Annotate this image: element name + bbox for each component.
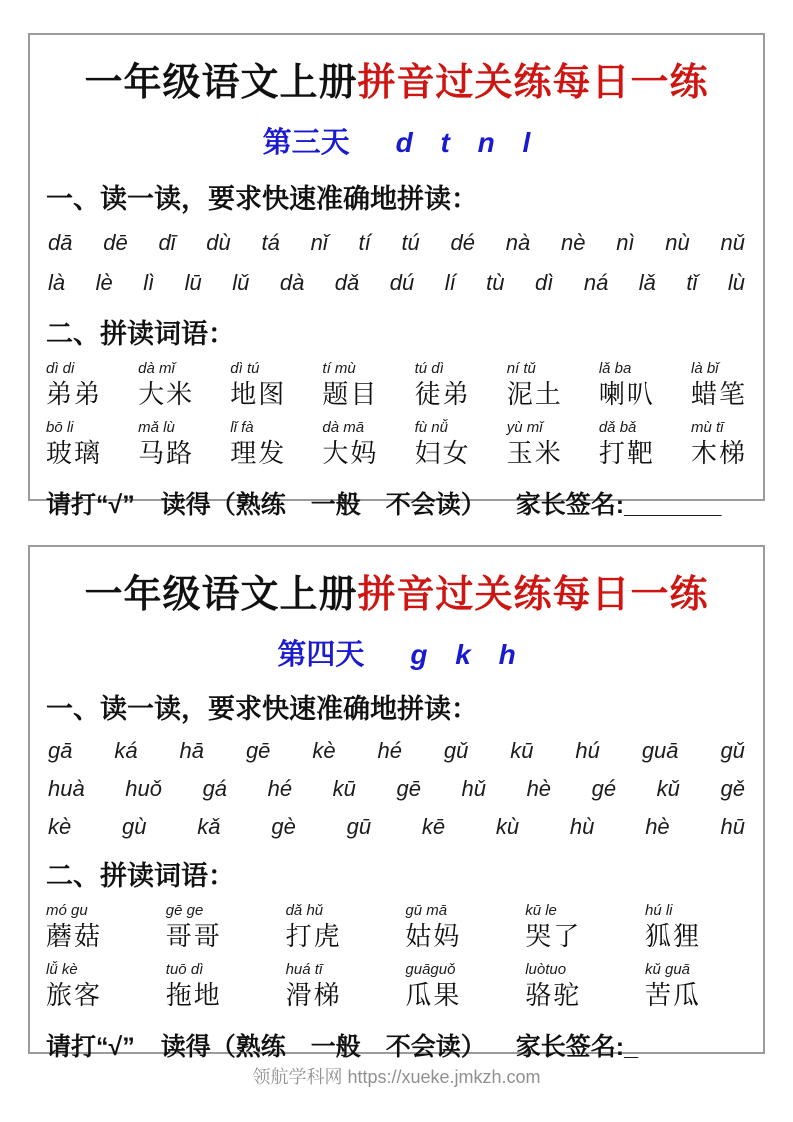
pinyin-syllable: dú [389,270,415,295]
pinyin-syllable: hú [575,738,600,763]
word-hanzi: 大妈 [322,437,379,468]
word-pinyin: dǎ bǎ [598,419,637,436]
pinyin-syllable: nù [665,230,690,255]
word-pinyin: mǎ lù [138,419,175,436]
word-pinyin: dì tú [230,360,260,377]
pinyin-syllable: tù [486,270,505,295]
word-item [46,903,102,952]
title-red-part: 拼音过关练每日一练 [357,62,709,104]
pinyin-syllable: dù [206,230,231,255]
pinyin-syllable: lù [727,270,745,295]
word-hanzi: 喇叭 [598,378,655,409]
pinyin-row [46,776,747,802]
pinyin-syllable: hé [267,776,293,801]
pinyin-syllable: là [48,270,66,295]
pinyin-syllable: kè [48,814,72,839]
word-item [525,962,581,1011]
day-letters: g k h [410,639,516,670]
word-item [645,903,701,952]
pinyin-syllable: hé [377,738,402,763]
pinyin-syllable: tǐ [686,270,698,295]
word-hanzi: 妇女 [414,437,471,468]
word-pinyin: luòtuo [525,961,567,978]
word-pinyin: guāguǒ [405,961,456,978]
footer-signature-label: 家长签名: [515,491,625,519]
pinyin-syllable: dē [103,230,128,255]
day-label: 第四天 [277,639,365,671]
word-item [166,903,222,952]
word-item [415,420,471,469]
pinyin-row [46,230,747,256]
pinyin-syllable: hè [645,814,670,839]
word-row [46,420,747,469]
word-pinyin: dì di [46,360,75,377]
word-item [507,420,563,469]
word-pinyin: tí mù [322,360,356,377]
pinyin-syllable: gē [245,738,271,763]
word-hanzi: 苦瓜 [644,979,701,1010]
word-pinyin: dà mǐ [138,360,175,377]
pinyin-syllable: gā [48,738,73,763]
word-pinyin: tuō dì [165,961,204,978]
word-rows [46,361,747,469]
footer-rating-options: 读得（熟练 一般 不会读） [160,1033,486,1061]
word-hanzi: 蜡笔 [690,378,747,409]
word-item [46,962,102,1011]
word-rows [46,903,747,1011]
word-hanzi: 打靶 [598,437,655,468]
footer-check-instruction: 请打“√” [46,491,135,519]
word-hanzi: 瓜果 [405,979,462,1010]
pinyin-row [46,270,747,296]
card-title [46,563,747,618]
word-pinyin: huá tī [285,961,323,978]
signature-line: _ [624,1033,638,1061]
word-item [645,962,701,1011]
pinyin-syllable: gǔ [720,738,745,763]
word-item [691,361,747,410]
pinyin-syllable: gě [720,776,745,801]
section2-heading: 二、拼读词语： [46,319,235,349]
word-pinyin: yù mǐ [506,419,543,436]
word-pinyin: mù tī [690,419,724,436]
word-item [525,903,581,952]
word-item [691,420,747,469]
pinyin-syllable: nè [560,230,586,255]
pinyin-row [46,738,747,764]
pinyin-syllable: gá [202,776,228,801]
pinyin-syllable: lū [184,270,202,295]
pinyin-syllable: gù [122,814,147,839]
footer-check-instruction: 请打“√” [46,1033,135,1061]
footer-rating-options: 读得（熟练 一般 不会读） [160,491,486,519]
word-hanzi: 哥哥 [165,920,222,951]
card-footer [46,1027,747,1063]
word-item [286,962,342,1011]
word-hanzi: 题目 [322,378,379,409]
word-pinyin: tú dì [414,360,444,377]
word-item [405,903,461,952]
site-watermark: 领航学科网 https://xueke.jmkzh.com [252,1067,541,1087]
pinyin-syllable: kǔ [656,776,680,801]
pinyin-rows [46,738,747,840]
pinyin-syllable: huà [48,776,85,801]
pinyin-syllable: lǎ [638,270,656,295]
pinyin-syllable: kè [312,738,336,763]
word-hanzi: 滑梯 [285,979,342,1010]
pinyin-syllable: lì [143,270,155,295]
word-pinyin: mó gu [46,902,88,919]
pinyin-syllable: tí [358,230,371,255]
pinyin-syllable: tá [261,230,280,255]
word-item [230,361,286,410]
pinyin-row [46,814,747,840]
day-label: 第三天 [262,127,350,159]
word-hanzi: 打虎 [285,920,342,951]
word-item [230,420,286,469]
word-item [166,962,222,1011]
pinyin-syllable: lǔ [232,270,250,295]
word-row [46,962,747,1011]
word-pinyin: là bǐ [690,360,719,377]
word-hanzi: 徒弟 [414,378,471,409]
pinyin-syllable: dā [48,230,73,255]
pinyin-syllable: gè [271,814,296,839]
word-pinyin: fù nǚ [414,419,448,436]
pinyin-syllable: nà [505,230,531,255]
word-row [46,903,747,952]
pinyin-syllable: dé [450,230,476,255]
title-black-part: 一年级语文上册 [84,62,358,104]
word-hanzi: 哭了 [525,920,582,951]
word-item [46,361,102,410]
worksheet-card-day3 [28,33,765,519]
word-pinyin: gē ge [165,902,204,919]
pinyin-syllable: ká [114,738,138,763]
word-item [138,420,194,469]
title-red-part: 拼音过关练每日一练 [357,574,709,616]
card-footer [46,485,747,521]
pinyin-syllable: dǎ [334,270,360,295]
pinyin-syllable: kǎ [197,814,221,839]
section1-heading: 一、读一读，要求快速准确地拼读： [46,694,478,724]
word-pinyin: ní tǔ [506,360,536,377]
pinyin-syllable: ná [583,270,609,295]
pinyin-syllable: gǔ [443,738,469,763]
word-hanzi: 玻璃 [46,437,103,468]
day-letters: d t n l [395,127,531,158]
pinyin-syllable: hā [179,738,205,763]
pinyin-syllable: gé [591,776,617,801]
word-hanzi: 蘑菇 [46,920,103,951]
word-hanzi: 木梯 [690,437,747,468]
pinyin-syllable: nǐ [310,230,328,255]
title-black-part: 一年级语文上册 [84,574,358,616]
pinyin-syllable: gū [346,814,372,839]
word-pinyin: lǚ kè [46,961,78,978]
word-item [599,420,655,469]
pinyin-syllable: kū [332,776,356,801]
pinyin-syllable: kū [510,738,534,763]
word-pinyin: lǎ ba [598,360,632,377]
card-subtitle [46,632,747,673]
pinyin-syllable: hù [569,814,595,839]
word-item [322,361,378,410]
word-pinyin: bō li [46,419,74,436]
pinyin-syllable: hū [720,814,745,839]
card-subtitle [46,120,747,161]
word-item [286,903,342,952]
pinyin-syllable: lè [95,270,113,295]
word-pinyin: dà mā [322,419,365,436]
pinyin-syllable: gē [396,776,421,801]
pinyin-syllable: huǒ [125,776,162,801]
word-hanzi: 大米 [138,378,195,409]
word-hanzi: 马路 [138,437,195,468]
pinyin-syllable: guā [641,738,679,763]
word-pinyin: lǐ fà [230,419,254,436]
word-pinyin: dǎ hǔ [285,902,324,919]
pinyin-syllable: kù [495,814,520,839]
word-pinyin: hú li [644,902,673,919]
section1-heading: 一、读一读，要求快速准确地拼读： [46,184,478,214]
word-item [405,962,461,1011]
pinyin-syllable: hè [526,776,552,801]
pinyin-rows [46,230,747,296]
word-pinyin: kǔ guā [644,961,691,978]
word-hanzi: 拖地 [165,979,222,1010]
word-hanzi: 狐狸 [644,920,701,951]
pinyin-syllable: dī [158,230,176,255]
pinyin-syllable: dì [535,270,554,295]
word-item [138,361,194,410]
pinyin-syllable: kē [421,814,446,839]
worksheet-card-day4 [28,545,765,1061]
word-item [415,361,471,410]
word-pinyin: gū mā [405,902,448,919]
word-hanzi: 骆驼 [525,979,582,1010]
pinyin-syllable: nì [616,230,635,255]
word-hanzi: 地图 [230,378,287,409]
section2-heading: 二、拼读词语： [46,861,235,891]
word-hanzi: 旅客 [46,979,103,1010]
pinyin-syllable: lí [444,270,456,295]
word-item [322,420,378,469]
word-hanzi: 姑妈 [405,920,462,951]
pinyin-syllable: nǔ [720,230,745,255]
pinyin-syllable: tú [401,230,420,255]
word-pinyin: kū le [525,902,557,919]
word-item [599,361,655,410]
word-hanzi: 玉米 [506,437,563,468]
pinyin-syllable: dà [279,270,305,295]
word-hanzi: 弟弟 [46,378,103,409]
footer-signature-label: 家长签名: [515,1033,625,1061]
word-hanzi: 理发 [230,437,287,468]
word-hanzi: 泥土 [506,378,563,409]
card-title [46,51,747,106]
word-item [507,361,563,410]
word-row [46,361,747,410]
signature-line: _______ [624,491,722,519]
word-item [46,420,102,469]
pinyin-syllable: hǔ [461,776,486,801]
